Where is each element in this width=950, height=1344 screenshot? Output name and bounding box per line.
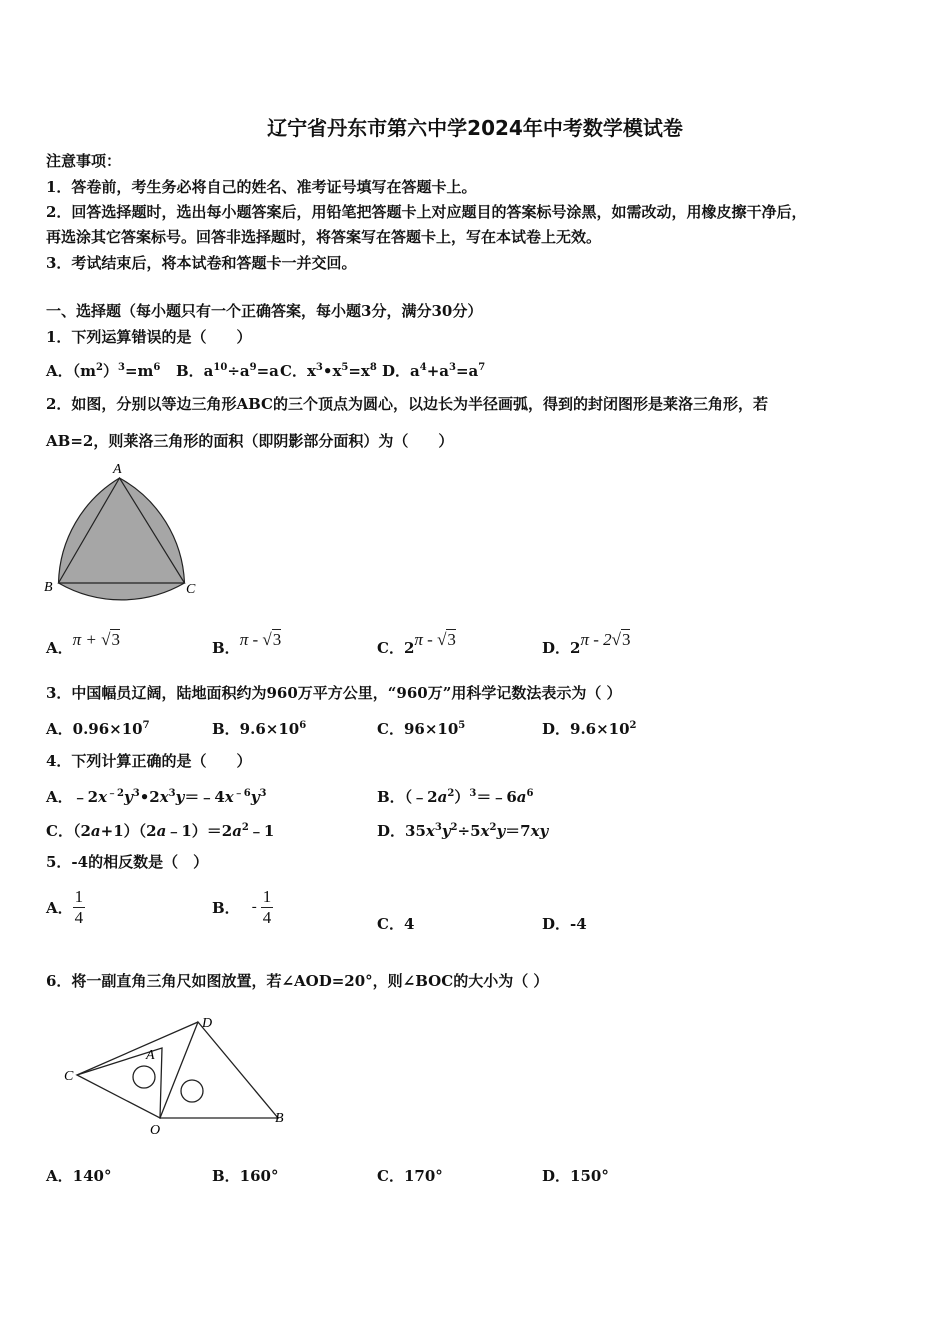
question-1-option-b[interactable]: B．$a^{10}\div a^9=a$ [176,362,279,380]
fraction: $\frac{1}{4}$ [262,887,272,927]
question-6-option-a[interactable]: A．140° [46,1167,112,1185]
label-c: C [186,582,196,597]
question-1-option-a[interactable]: A．$(m^2)^3=m^6$ [46,362,161,380]
question-4-stem: 4．下列计算正确的是（ ） [46,752,252,770]
question-2-option-c[interactable]: C．2π - √3 [377,630,456,657]
label-b: B [275,1111,284,1126]
question-6-stem: 6．将一副直角三角尺如图放置，若∠AOD=20°，则∠BOC的大小为（ ） [46,972,549,990]
question-3-option-c[interactable]: C．$96\times 10^5$ [377,720,466,738]
reuleaux-triangle-figure [40,458,210,608]
hole-left [133,1066,155,1088]
question-3-option-b[interactable]: B．$9.6\times 10^6$ [212,720,307,738]
question-5-option-b[interactable]: B． - $\frac{1}{4}$ [212,887,272,927]
question-3-stem: 3．中国幅员辽阔，陆地面积约为960万平方公里，“960万”用科学记数法表示为（ ） [46,684,622,702]
label-o: O [150,1123,161,1138]
question-2-option-d[interactable]: D．2π - 2√3 [542,630,631,657]
question-4-option-b[interactable]: B．$(﹣2a^2)^3=﹣6a^6$ [377,788,534,806]
question-2-stem-line-2: AB=2，则莱洛三角形的面积（即阴影部分面积）为（ ） [46,432,454,450]
question-4-option-c[interactable]: C．$(2a+1)(2a﹣1)=2a^2﹣1$ [46,822,275,840]
notice-heading: 注意事项： [46,152,122,170]
question-3-option-a[interactable]: A．$0.96\times 10^7$ [46,720,150,738]
question-5-option-a[interactable]: A． $\frac{1}{4}$ [46,887,84,927]
question-4-option-a[interactable]: A．$﹣2x^{﹣2}y^3•2x^3y=﹣4x^{﹣6}y^3$ [46,788,267,806]
label-d: D [202,1016,213,1031]
question-6-option-b[interactable]: B．160° [212,1167,279,1185]
question-6-option-c[interactable]: C．170° [377,1167,443,1185]
hole-right [181,1080,203,1102]
section-heading: 一、选择题（每小题只有一个正确答案，每小题3分，满分30分） [46,302,483,320]
question-4-option-d[interactable]: D．$35x^3y^2\div 5x^2y=7xy$ [377,822,549,840]
question-2-stem-line-1: 2．如图，分别以等边三角形ABC的三个顶点为圆心，以边长为半径画弧，得到的封闭图形是莱洛三角形，若 [46,395,768,413]
question-5-option-d[interactable]: D．-4 [542,915,587,933]
question-5-option-c[interactable]: C．4 [377,915,415,933]
label-a: A [113,462,122,477]
set-squares-figure [60,1010,300,1140]
question-1-option-c[interactable]: C．$x^3•x^5=x^8$ [280,362,377,380]
reuleaux-shaded-region [59,478,185,600]
question-2-option-a[interactable]: A．π + √3 [46,630,120,657]
page-title: 辽宁省丹东市第六中学2024年中考数学模试卷 [267,116,683,140]
fraction: $\frac{1}{4}$ [74,887,84,927]
label-c: C [64,1069,74,1084]
label-b: B [44,580,53,595]
notice-item-2-cont: 再选涂其它答案标号。回答非选择题时，将答案写在答题卡上，写在本试卷上无效。 [46,228,602,246]
question-1-stem: 1．下列运算错误的是（ ） [46,328,252,346]
label-a: A [146,1048,155,1063]
notice-item-3: 3．考试结束后，将本试卷和答题卡一并交回。 [46,254,357,272]
question-3-option-d[interactable]: D．$9.6\times 10^2$ [542,720,637,738]
question-6-option-d[interactable]: D．150° [542,1167,609,1185]
set-square-dob [160,1022,278,1118]
question-2-option-b[interactable]: B．π - √3 [212,630,282,657]
notice-item-2: 2．回答选择题时，选出每小题答案后，用铅笔把答题卡上对应题目的答案标号涂黑，如需改动，用橡皮擦干净后， [46,203,807,221]
question-1-option-d[interactable]: D．$a^4+a^3=a^7$ [382,362,486,380]
notice-item-1: 1．答卷前，考生务必将自己的姓名、准考证号填写在答题卡上。 [46,178,477,196]
question-5-stem: 5．-4的相反数是（ ） [46,853,209,871]
